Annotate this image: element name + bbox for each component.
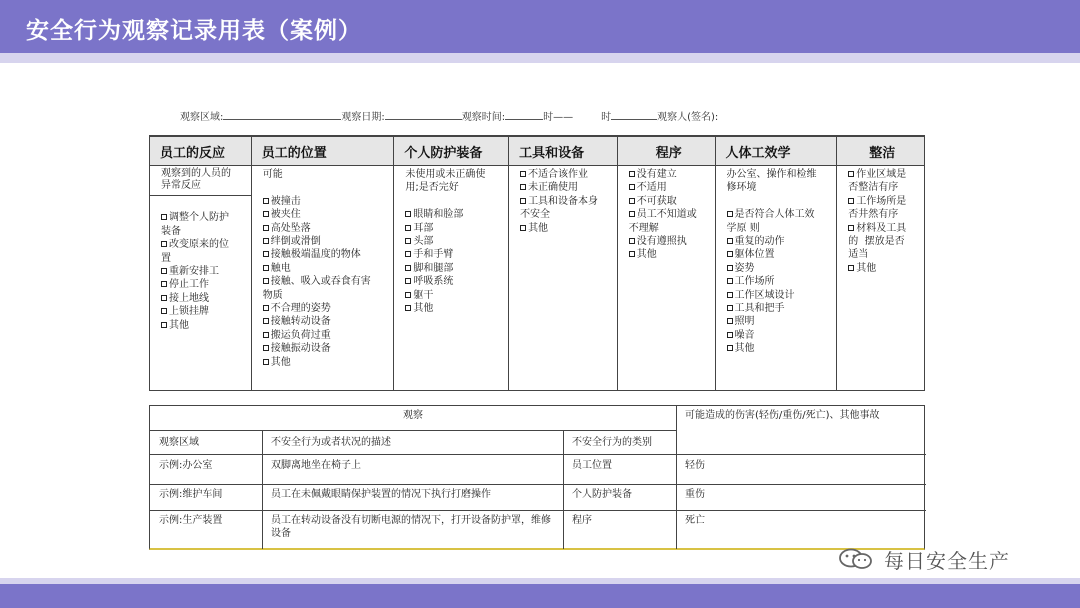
checkbox-icon[interactable] (405, 278, 411, 284)
checkbox-icon[interactable] (727, 292, 733, 298)
checklist-item: 呼吸系统 (405, 275, 502, 288)
checkbox-icon[interactable] (161, 322, 167, 328)
table-row-harm: 死亡 (685, 515, 705, 526)
checklist-item (263, 181, 388, 194)
checklist-item: 办公室、操作和检维 (726, 169, 817, 180)
checkbox-icon[interactable] (405, 292, 411, 298)
time-sep-1: 时—— (543, 112, 574, 123)
checklist-item: 接触振动设备 (263, 342, 388, 355)
checklist-item: 其他 (848, 262, 918, 275)
table-row-type: 程序 (572, 515, 592, 526)
checklist-item: 重新安排工 (161, 265, 245, 278)
checklist-item: 上锁挂牌 (161, 305, 245, 318)
checkbox-icon[interactable] (263, 211, 269, 217)
checkbox-icon[interactable] (727, 305, 733, 311)
checkbox-icon[interactable] (405, 305, 411, 311)
checklist-item: 其他 (405, 302, 502, 315)
checklist-item: 改变原来的位 (161, 238, 245, 251)
checkbox-icon[interactable] (161, 295, 167, 301)
column-header: 整洁 (837, 137, 924, 166)
date-blank (385, 109, 462, 120)
checklist-item: 装备 (161, 225, 181, 237)
column-items (716, 166, 837, 356)
checkbox-icon[interactable] (263, 345, 269, 351)
checklist-item: 否井然有序 (848, 209, 899, 221)
checklist-item: 修环境 (726, 182, 757, 194)
checkbox-icon[interactable] (263, 305, 269, 311)
column-items (150, 196, 251, 332)
checklist-item: 耳部 (405, 222, 502, 235)
time-end-blank (611, 109, 657, 120)
checklist-item: 不理解 (628, 222, 659, 234)
observation-table (149, 405, 925, 550)
checkbox-icon[interactable] (405, 251, 411, 257)
checkbox-icon[interactable] (263, 225, 269, 231)
checkbox-icon[interactable] (405, 225, 411, 231)
checklist-item: 不安全 (520, 209, 551, 221)
date-label: 观察日期: (341, 112, 385, 123)
checkbox-icon[interactable] (727, 251, 733, 257)
checklist-item: 工具和把手 (727, 302, 831, 315)
time-label: 观察时间: (461, 112, 506, 123)
checkbox-icon[interactable] (161, 281, 167, 287)
checklist-item: 员工不知道或 (629, 208, 709, 221)
col-desc-header: 不安全行为或者状况的描述 (271, 437, 391, 448)
column-employee-reaction (150, 137, 252, 390)
checklist-item (405, 195, 502, 208)
column-items (837, 166, 924, 275)
checklist-item: 物质 (262, 289, 283, 301)
checklist-item: 工作场所是 (848, 195, 918, 208)
column-header: 工具和设备 (509, 137, 617, 166)
checkbox-icon[interactable] (161, 268, 167, 274)
column-employee-position (252, 137, 395, 390)
column-tools-equipment (509, 137, 618, 390)
column-header: 员工的位置 (252, 137, 394, 166)
checklist-item: 置 (161, 252, 171, 264)
checkbox-icon[interactable] (629, 251, 635, 257)
checkbox-icon[interactable] (520, 171, 526, 177)
checkbox-icon[interactable] (520, 184, 526, 190)
checklist-item: 作业区域是 (848, 168, 918, 181)
checklist-item: 不合理的姿势 (263, 302, 388, 315)
footer-banner (0, 584, 1080, 608)
table-row-desc: 双脚离地坐在椅子上 (271, 460, 361, 471)
checklist-item: 被撞击 (263, 195, 388, 208)
table-row-type: 员工位置 (572, 460, 612, 471)
checkbox-icon[interactable] (405, 265, 411, 271)
checkbox-icon[interactable] (405, 211, 411, 217)
checklist-item: 其他 (727, 342, 831, 355)
checklist-item: 停止工作 (161, 278, 245, 291)
checklist-item: 的 摆放是否 (848, 236, 905, 248)
watermark-text: 每日安全生产 (884, 548, 1010, 573)
checklist-item: 躯体位置 (727, 248, 831, 261)
checklist-item: 是否符合人体工效 (727, 208, 831, 221)
column-ppe (394, 137, 509, 390)
checklist-table (149, 135, 925, 391)
checkbox-icon[interactable] (520, 198, 526, 204)
checklist-item: 可能 (262, 169, 283, 180)
table-row-area: 示例:维护车间 (159, 489, 223, 500)
checklist-item: 工作区域设计 (727, 289, 831, 302)
checklist-item: 未使用或未正确使 (405, 169, 486, 180)
checklist-item: 不适用 (629, 181, 709, 194)
checklist-item: 重复的动作 (727, 235, 831, 248)
column-subheading: 观察到的人员的 异常反应 (150, 166, 251, 196)
checkbox-icon[interactable] (727, 238, 733, 244)
checklist-item: 噪音 (727, 329, 831, 342)
col-type-header: 不安全行为的类别 (572, 437, 652, 448)
checkbox-icon[interactable] (263, 278, 269, 284)
checkbox-icon[interactable] (629, 171, 635, 177)
checklist-item: 不适合该作业 (520, 168, 611, 181)
checkbox-icon[interactable] (848, 171, 854, 177)
column-header: 员工的反应 (150, 137, 251, 166)
checklist-item: 躯干 (405, 289, 502, 302)
checklist-item: 其他 (161, 319, 245, 332)
checklist-item: 眼睛和脸部 (405, 208, 502, 221)
table-row-area: 示例:生产装置 (159, 515, 223, 526)
checklist-item: 不可获取 (629, 195, 709, 208)
checkbox-icon[interactable] (405, 238, 411, 244)
checklist-item: 脚和腿部 (405, 262, 502, 275)
observe-header: 观察 (403, 410, 423, 421)
checklist-item: 否整洁有序 (848, 182, 899, 194)
checkbox-icon[interactable] (629, 184, 635, 190)
page-title: 安全行为观察记录用表（案例） (26, 18, 362, 44)
column-items (394, 166, 508, 315)
title-underline-stripe (0, 53, 1080, 63)
checklist-item: 触电 (263, 262, 388, 275)
checkbox-icon[interactable] (727, 278, 733, 284)
checklist-item: 接触极端温度的物体 (263, 248, 388, 261)
column-housekeeping (837, 137, 924, 390)
checklist-item: 调整个人防护 (161, 211, 245, 224)
checklist-item: 接触转动设备 (263, 315, 388, 328)
checkbox-icon[interactable] (263, 359, 269, 365)
time-sep-2: 时 (601, 112, 612, 123)
checklist-item: 工具和设备本身 (520, 195, 611, 208)
checklist-item: 其他 (629, 248, 709, 261)
checkbox-icon[interactable] (727, 345, 733, 351)
table-row-desc: 员工在未佩戴眼睛保护装置的情况下执行打磨操作 (271, 489, 491, 500)
col-area-header: 观察区域 (159, 437, 199, 448)
checklist-item: 其他 (520, 222, 611, 235)
checkbox-icon[interactable] (263, 198, 269, 204)
checklist-item: 没有遵照执 (629, 235, 709, 248)
area-label: 观察区域: (180, 112, 224, 123)
checkbox-icon[interactable] (161, 214, 167, 220)
checklist-item: 工作场所 (727, 275, 831, 288)
checkbox-icon[interactable] (161, 308, 167, 314)
checklist-item: 材料及工具 (848, 222, 918, 235)
watermark (838, 546, 1010, 572)
column-header: 个人防护装备 (394, 137, 508, 166)
checklist-item: 被夹住 (263, 208, 388, 221)
checkbox-icon[interactable] (727, 211, 733, 217)
checkbox-icon[interactable] (848, 225, 854, 231)
form-header (180, 108, 718, 123)
time-start-blank (505, 109, 543, 120)
checklist-item: 适当 (848, 249, 869, 261)
checklist-item: 接上地线 (161, 292, 245, 305)
table-row-harm: 重伤 (685, 489, 705, 500)
checklist-item: 照明 (727, 315, 831, 328)
checkbox-icon[interactable] (727, 332, 733, 338)
column-ergonomics (716, 137, 838, 390)
column-header: 程序 (618, 137, 715, 166)
column-procedure (618, 137, 716, 390)
checklist-item: 绊倒或滑倒 (263, 235, 388, 248)
checklist-item: 搬运负荷过重 (263, 329, 388, 342)
table-row-harm: 轻伤 (685, 460, 705, 471)
column-header: 人体工效学 (716, 137, 837, 166)
checkbox-icon[interactable] (727, 265, 733, 271)
observer-label: 观察人(签名): (657, 112, 719, 123)
checkbox-icon[interactable] (263, 238, 269, 244)
checklist-item (727, 195, 831, 208)
title-banner (0, 0, 1080, 53)
checkbox-icon[interactable] (848, 198, 854, 204)
checklist-item: 接触、吸入或吞食有害 (263, 275, 388, 288)
wechat-icon (838, 548, 878, 570)
checkbox-icon[interactable] (629, 211, 635, 217)
harm-header: 可能造成的伤害(轻伤/重伤/死亡)、其他事故 (685, 410, 880, 421)
table-row-type: 个人防护装备 (572, 489, 632, 500)
table-row-area: 示例:办公室 (159, 460, 213, 471)
area-blank (223, 109, 341, 120)
table-row-desc: 员工在转动设备没有切断电源的情况下，打开设备防护罩，维修设备 (271, 515, 551, 539)
checklist-item (161, 198, 245, 211)
column-items (509, 166, 617, 235)
column-items (252, 166, 394, 369)
checkbox-icon[interactable] (629, 238, 635, 244)
checkbox-icon[interactable] (263, 251, 269, 257)
checkbox-icon[interactable] (727, 318, 733, 324)
checklist-item: 手和手臂 (405, 248, 502, 261)
checkbox-icon[interactable] (848, 265, 854, 271)
checkbox-icon[interactable] (161, 241, 167, 247)
column-items (618, 166, 715, 262)
checkbox-icon[interactable] (629, 198, 635, 204)
checkbox-icon[interactable] (263, 265, 269, 271)
checklist-item: 未正确使用 (520, 181, 611, 194)
checklist-item: 高处坠落 (263, 222, 388, 235)
checkbox-icon[interactable] (263, 318, 269, 324)
checkbox-icon[interactable] (263, 332, 269, 338)
checkbox-icon[interactable] (520, 225, 526, 231)
checklist-item: 姿势 (727, 262, 831, 275)
checklist-item: 学原 则 (726, 222, 760, 234)
checklist-item: 没有建立 (629, 168, 709, 181)
checklist-item: 其他 (263, 356, 388, 369)
checklist-item: 头部 (405, 235, 502, 248)
checklist-item: 用;是否完好 (405, 182, 459, 194)
